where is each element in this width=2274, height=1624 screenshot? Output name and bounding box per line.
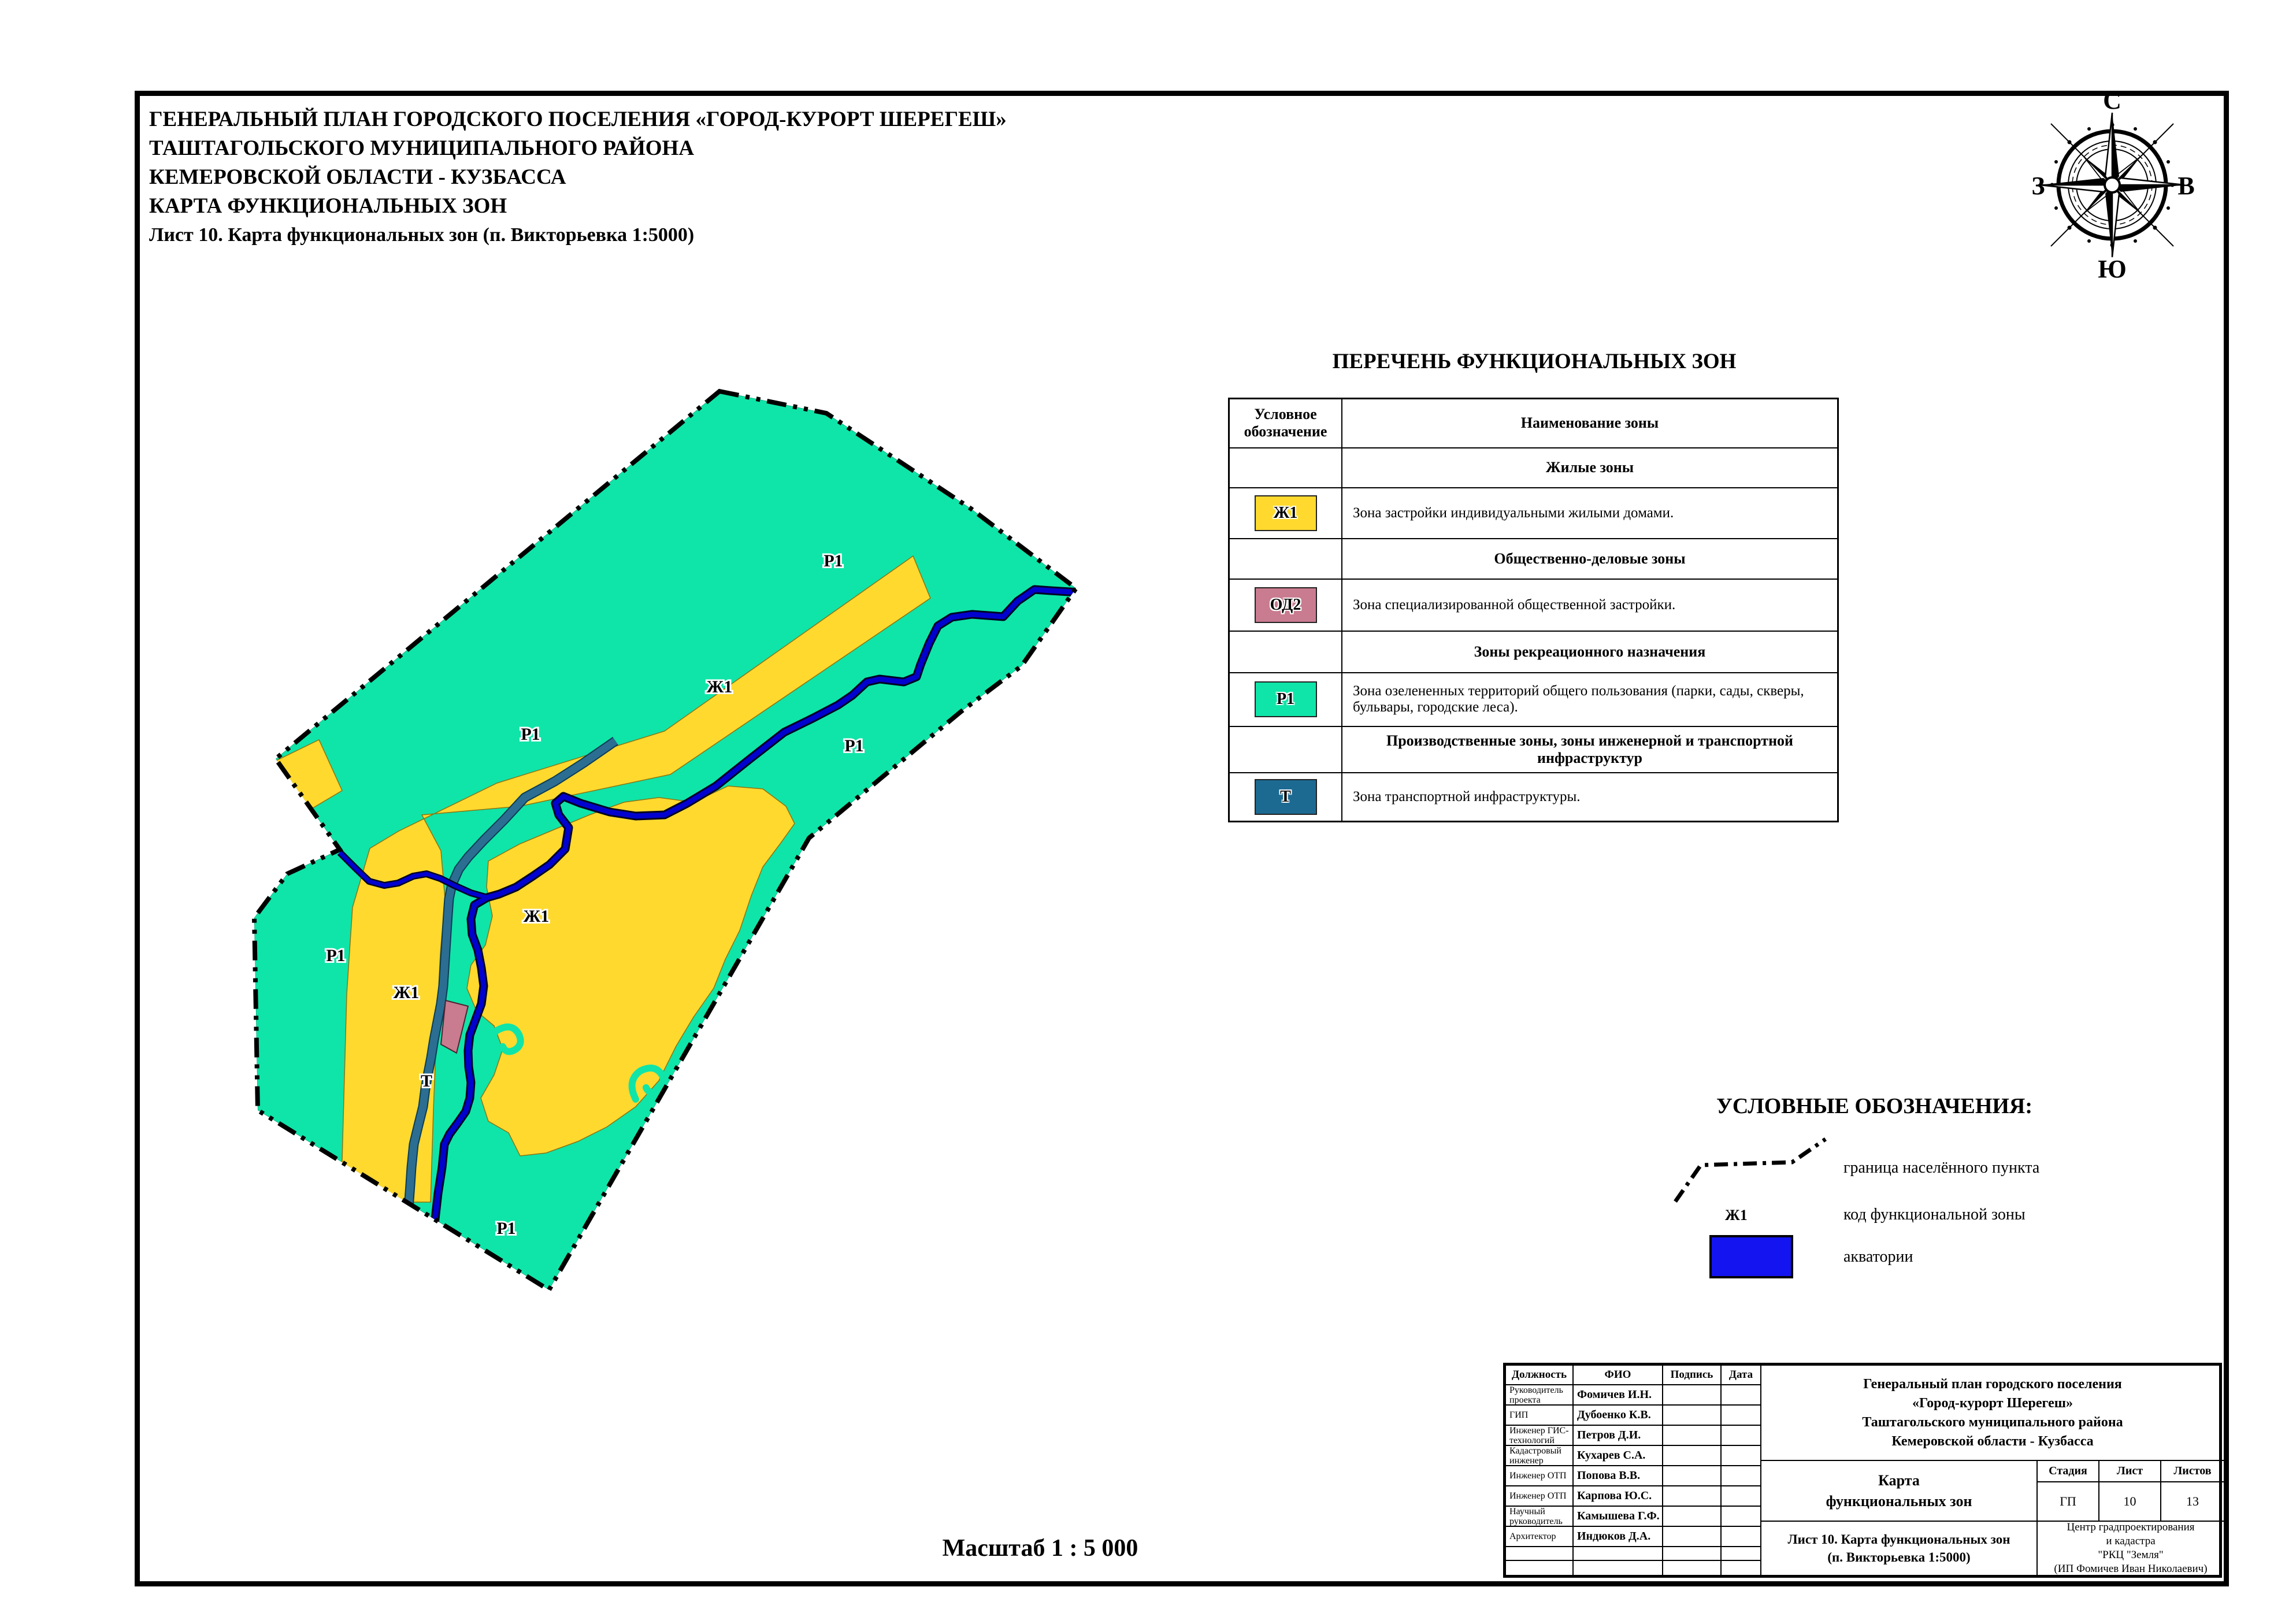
stamp-name-4: Кухарев С.А. — [1574, 1446, 1663, 1466]
swatch-od2: ОД2 — [1255, 587, 1317, 623]
table-row — [1229, 773, 1838, 822]
title-line-5: Лист 10. Карта функциональных зон (п. Викторьевка 1:5000) — [149, 224, 695, 246]
stamp-col-signature: Подпись — [1663, 1366, 1722, 1385]
legend-boundary-label: граница населённого пункта — [1843, 1159, 2040, 1177]
stamp-stage-value: ГП — [2038, 1482, 2099, 1522]
swatch-t: Т — [1255, 779, 1317, 815]
compass-rose-icon — [2026, 87, 2199, 286]
zones-table — [1228, 398, 1839, 822]
zones-col-symbol-header: Условное обозначение — [1229, 399, 1342, 448]
stamp-empty-cell — [1574, 1547, 1663, 1561]
map-label-zh1-band: Ж1 — [706, 677, 733, 696]
stamp-date-2 — [1722, 1406, 1761, 1426]
stamp-sheet-title: Лист 10. Карта функциональных зон (п. Викторьевка 1:5000) — [1761, 1522, 2038, 1575]
map-label-r1-midwest: Р1 — [521, 725, 540, 744]
map-label-t-road: Т — [420, 1071, 433, 1091]
stamp-signature-1 — [1663, 1385, 1722, 1406]
stamp-empty-cell — [1663, 1547, 1722, 1561]
map-label-r1-east: Р1 — [844, 736, 864, 755]
swatch-r1: Р1 — [1255, 681, 1317, 717]
stamp-signature-3 — [1663, 1426, 1722, 1446]
stamp-sheet-header: Лист — [2099, 1461, 2161, 1482]
zones-col-name-header: Наименование зоны — [1342, 399, 1838, 448]
zone-od2-description: Зона специализированной общественной застройки. — [1342, 579, 1838, 631]
stamp-role-1: Руководитель проекта — [1506, 1385, 1574, 1406]
title-block — [149, 105, 1478, 250]
compass-east-label: В — [2177, 172, 2195, 200]
stamp-signature-6 — [1663, 1486, 1722, 1507]
map-label-zh1-center: Ж1 — [523, 907, 550, 926]
stamp-date-7 — [1722, 1507, 1761, 1527]
functional-zones-map — [231, 358, 1110, 1344]
map-label-r1-south: Р1 — [496, 1219, 516, 1238]
stamp-date-8 — [1722, 1527, 1761, 1547]
stamp-empty-cell — [1722, 1561, 1761, 1575]
section-industrial-transport: Производственные зоны, зоны инженерной и транспортной инфраструктур — [1342, 726, 1838, 773]
legend-title: УСЛОВНЫЕ ОБОЗНАЧЕНИЯ: — [1716, 1094, 2033, 1118]
stamp-date-1 — [1722, 1385, 1761, 1406]
stamp-organization: Центр градпроектирования и кадастра "РКЦ "Земля" (ИП Фомичев Иван Николаевич) — [2054, 1522, 2208, 1575]
title-line-3: КЕМЕРОВСКОЙ ОБЛАСТИ - КУЗБАССА — [149, 165, 566, 189]
stamp-name-7: Камышева Г.Ф. — [1574, 1507, 1663, 1527]
stamp-role-2: ГИП — [1506, 1406, 1574, 1426]
stamp-role-6: Инженер ОТП — [1506, 1486, 1574, 1507]
stamp-name-2: Дубоенко К.В. — [1574, 1406, 1663, 1426]
legend-block — [1664, 1093, 2173, 1266]
stamp-role-4: Кадастровый инженер — [1506, 1446, 1574, 1466]
section-residential: Жилые зоны — [1342, 448, 1838, 488]
table-row — [1229, 579, 1838, 631]
stamp-stage-header: Стадия — [2038, 1461, 2099, 1482]
stamp-role-3: Инженер ГИС-технологий — [1506, 1426, 1574, 1446]
table-row — [1229, 488, 1838, 539]
stamp-empty-cell — [1506, 1561, 1574, 1575]
map-label-zh1-west: Ж1 — [393, 983, 420, 1002]
legend-zone-code-symbol: Ж1 — [1725, 1207, 1748, 1223]
aquatory-swatch — [1709, 1235, 1793, 1278]
stamp-name-6: Карпова Ю.С. — [1574, 1486, 1663, 1507]
table-row — [1229, 631, 1838, 673]
table-row — [1229, 673, 1838, 726]
zones-table-title: ПЕРЕЧЕНЬ ФУНКЦИОНАЛЬНЫХ ЗОН — [1332, 350, 1737, 373]
stamp-col-role: Должность — [1506, 1366, 1574, 1385]
section-public-business: Общественно-деловые зоны — [1342, 539, 1838, 579]
stamp-empty-cell — [1722, 1547, 1761, 1561]
stamp-date-5 — [1722, 1466, 1761, 1486]
stamp-sheets-value: 13 — [2161, 1482, 2224, 1522]
stamp-signature-8 — [1663, 1527, 1722, 1547]
stamp-empty-cell — [1663, 1561, 1722, 1575]
stamp-empty-cell — [1574, 1561, 1663, 1575]
stamp-signature-5 — [1663, 1466, 1722, 1486]
compass-south-label: Ю — [2098, 255, 2127, 283]
stamp-role-7: Научный руководитель — [1506, 1507, 1574, 1527]
title-line-4: КАРТА ФУНКЦИОНАЛЬНЫХ ЗОН — [149, 194, 507, 218]
stamp-sheets-header: Листов — [2161, 1461, 2224, 1482]
table-row — [1229, 448, 1838, 488]
stamp-signature-2 — [1663, 1406, 1722, 1426]
stamp-name-8: Индюков Д.А. — [1574, 1527, 1663, 1547]
stamp-signature-7 — [1663, 1507, 1722, 1527]
zone-zh1-description: Зона застройки индивидуальными жилыми домами. — [1342, 488, 1838, 539]
section-recreation: Зоны рекреационного назначения — [1342, 631, 1838, 673]
map-scale-label: Масштаб 1 : 5 000 — [942, 1535, 1138, 1562]
stamp-name-5: Попова В.В. — [1574, 1466, 1663, 1486]
table-row — [1229, 539, 1838, 579]
stamp-col-name: ФИО — [1574, 1366, 1663, 1385]
legend-aquatory-label: акватории — [1843, 1248, 1913, 1266]
stamp-sheet-value: 10 — [2099, 1482, 2161, 1522]
boundary-line-icon — [1667, 1137, 1835, 1203]
stamp-project-title: Генеральный план городского поселения «Город-курорт Шерегеш» Таштагольского муниципального района Кемеровской области - Кузбасса — [1761, 1366, 2224, 1461]
stamp-signature-4 — [1663, 1446, 1722, 1466]
stamp-doc-name: Карта функциональных зон — [1761, 1461, 2038, 1522]
stamp-name-3: Петров Д.И. — [1574, 1426, 1663, 1446]
stamp-role-5: Инженер ОТП — [1506, 1466, 1574, 1486]
stamp-name-1: Фомичев И.Н. — [1574, 1385, 1663, 1406]
zone-r1-description: Зона озелененных территорий общего пользования (парки, сады, скверы, бульвары, городские леса). — [1342, 673, 1838, 726]
table-row — [1229, 726, 1838, 773]
stamp-date-6 — [1722, 1486, 1761, 1507]
stamp-date-4 — [1722, 1446, 1761, 1466]
swatch-zh1: Ж1 — [1255, 495, 1317, 531]
stamp-empty-cell — [1506, 1547, 1574, 1561]
map-label-r1-west: Р1 — [326, 946, 346, 965]
stamp-role-8: Архитектор — [1506, 1527, 1574, 1547]
stamp-block — [1503, 1363, 2222, 1578]
stamp-date-3 — [1722, 1426, 1761, 1446]
stamp-col-date: Дата — [1722, 1366, 1761, 1385]
zone-t-description: Зона транспортной инфраструктуры. — [1342, 773, 1838, 822]
title-line-2: ТАШТАГОЛЬСКОГО МУНИЦИПАЛЬНОГО РАЙОНА — [149, 136, 695, 160]
map-label-r1-north: Р1 — [823, 551, 843, 570]
compass-north-label: С — [2103, 87, 2121, 114]
compass-west-label: З — [2031, 172, 2045, 200]
legend-zone-code-label: код функциональной зоны — [1843, 1206, 2026, 1223]
title-line-1: ГЕНЕРАЛЬНЫЙ ПЛАН ГОРОДСКОГО ПОСЕЛЕНИЯ «ГОРОД-КУРОРТ ШЕРЕГЕШ» — [149, 107, 1007, 131]
